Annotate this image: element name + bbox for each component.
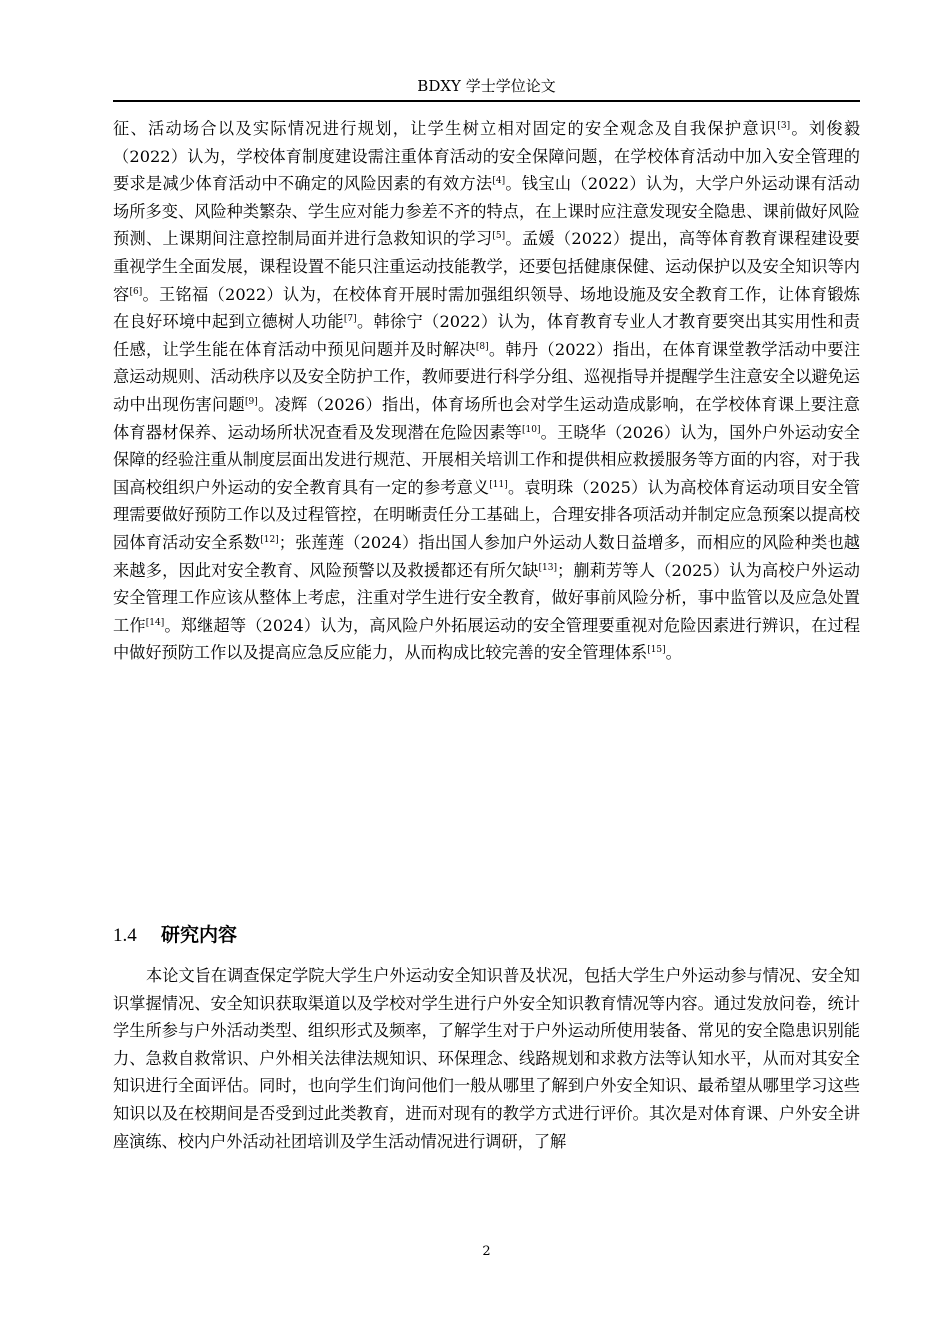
paragraph-text: 。刘俊毅（2022）认为，学校体育制度建设需注重体育活动的安全保障问题，在学校体育活动中加入安全管理的要求是减少体育活动中不确定的风险因素的有效方法 <box>113 119 861 194</box>
citation-reference: [10] <box>522 424 541 435</box>
page-number: 2 <box>482 1244 491 1259</box>
citation-reference: [13] <box>538 562 557 573</box>
citation-reference: [14] <box>145 617 165 628</box>
citation-reference: [11] <box>489 479 508 490</box>
paragraph-text: 。袁明珠（2025）认为高校体育运动项目安全管理需要做好预防工作以及过程管控，在明晰责任分工基础上，合理安排各项活动并制定应急预案以提高校园体育活动安全系数 <box>113 477 860 552</box>
paragraph-text: 。钱宝山（2022）认为，大学户外运动课有活动场所多变、风险种类繁杂、学生应对能力参差不齐的特点，在上课时应注意发现安全隐患、课前做好风险预测、上课期间注意控制局面并进行急救知识的学习 <box>113 174 860 249</box>
citation-reference: [9] <box>244 396 258 407</box>
paragraph-text: 。王晓华（2026）认为，国外户外运动安全保障的经验注重从制度层面出发进行规范、开展相关培训工作和提供相应救援服务等方面的内容，对于我国高校组织户外运动的安全教育具有一定的参考意义 <box>113 422 860 497</box>
paragraph-text: 。 <box>665 643 682 663</box>
section-number: 1.4 <box>113 925 137 946</box>
research-content-paragraph: 本论文旨在调查保定学院大学生户外运动安全知识普及状况，包括大学生户外运动参与情况、安全知识掌握情况、安全知识获取渠道以及学校对学生进行户外安全知识教育情况等内容。通过发放问卷，统计学生所参与户外活动类型、组织形式及频率，了解学生对于户外运动所使用装备、常见的安全隐患识别能力、急救自救常识、户外相关法律法规知识、环保理念、线路规划和求救方法等认知水平，从而对其安全知识进行全面评估。同时，也向学生们询问他们一般从哪里了解到户外安全知识、最希望从哪里学习这些知识以及在校期间是否受到过此类教育，进而对现有的教学方式进行评价。其次是对体育课、户外安全讲座演练、校内户外活动社团培训及学生活动情况进行调研，了解 <box>113 966 860 1151</box>
literature-review-paragraph <box>113 115 860 667</box>
citation-reference: [5] <box>492 231 506 242</box>
citation-reference: [15] <box>647 645 666 656</box>
citation-reference: [3] <box>777 121 791 131</box>
section-heading <box>113 920 237 951</box>
paragraph-text: 征、活动场合以及实际情况进行规划，让学生树立相对固定的安全观念及自我保护意识 <box>113 119 778 138</box>
paragraph-text: 。韩徐宁（2022）认为，体育教育专业人才教育要突出其实用性和责任感，让学生能在体育活动中预见问题并及时解决 <box>113 312 860 359</box>
section-title: 研究内容 <box>161 924 238 946</box>
paragraph-text: 。韩丹（2022）指出，在体育课堂教学活动中要注意运动规则、活动秩序以及安全防护工作，教师要进行科学分组、巡视指导并提醒学生注意安全以避免运动中出现伤害问题 <box>113 339 861 414</box>
paragraph-text: ；蒯莉芳等人（2025）认为高校户外运动安全管理工作应该从整体上考虑，注重对学生进行安全教育，做好事前风险分析，事中监管以及应急处置工作 <box>113 560 860 635</box>
paragraph-text: 。郑继超等（2024）认为，高风险户外拓展运动的安全管理要重视对危险因素进行辨识，在过程中做好预防工作以及提高应急反应能力，从而构成比较完善的安全管理体系 <box>113 615 861 663</box>
running-header: BDXY 学士学位论文 <box>417 77 556 95</box>
citation-reference: [6] <box>129 286 143 297</box>
paragraph-text: 。孟媛（2022）提出，高等体育教育课程建设要重视学生全面发展，课程设置不能只注重运动技能教学，还要包括健康保健、运动保护以及安全知识等内容 <box>113 229 860 304</box>
citation-reference: [4] <box>492 176 506 187</box>
header-divider <box>113 100 860 102</box>
citation-reference: [12] <box>260 534 279 545</box>
paragraph-text: 。凌辉（2026）指出，体育场所也会对学生运动造成影响，在学校体育课上要注意体育器材保养、运动场所状况查看及发现潜在危险因素等 <box>113 394 860 442</box>
citation-reference: [8] <box>475 341 489 352</box>
citation-reference: [7] <box>343 314 357 325</box>
paragraph-text: 。王铭福（2022）认为，在校体育开展时需加强组织领导、场地设施及安全教育工作，让体育锻炼在良好环境中起到立德树人功能 <box>113 284 860 332</box>
paragraph-text: ；张莲莲（2024）指出国人参加户外运动人数日益增多，而相应的风险种类也越来越多，因此对安全教育、风险预警以及救援都还有所欠缺 <box>113 532 860 580</box>
